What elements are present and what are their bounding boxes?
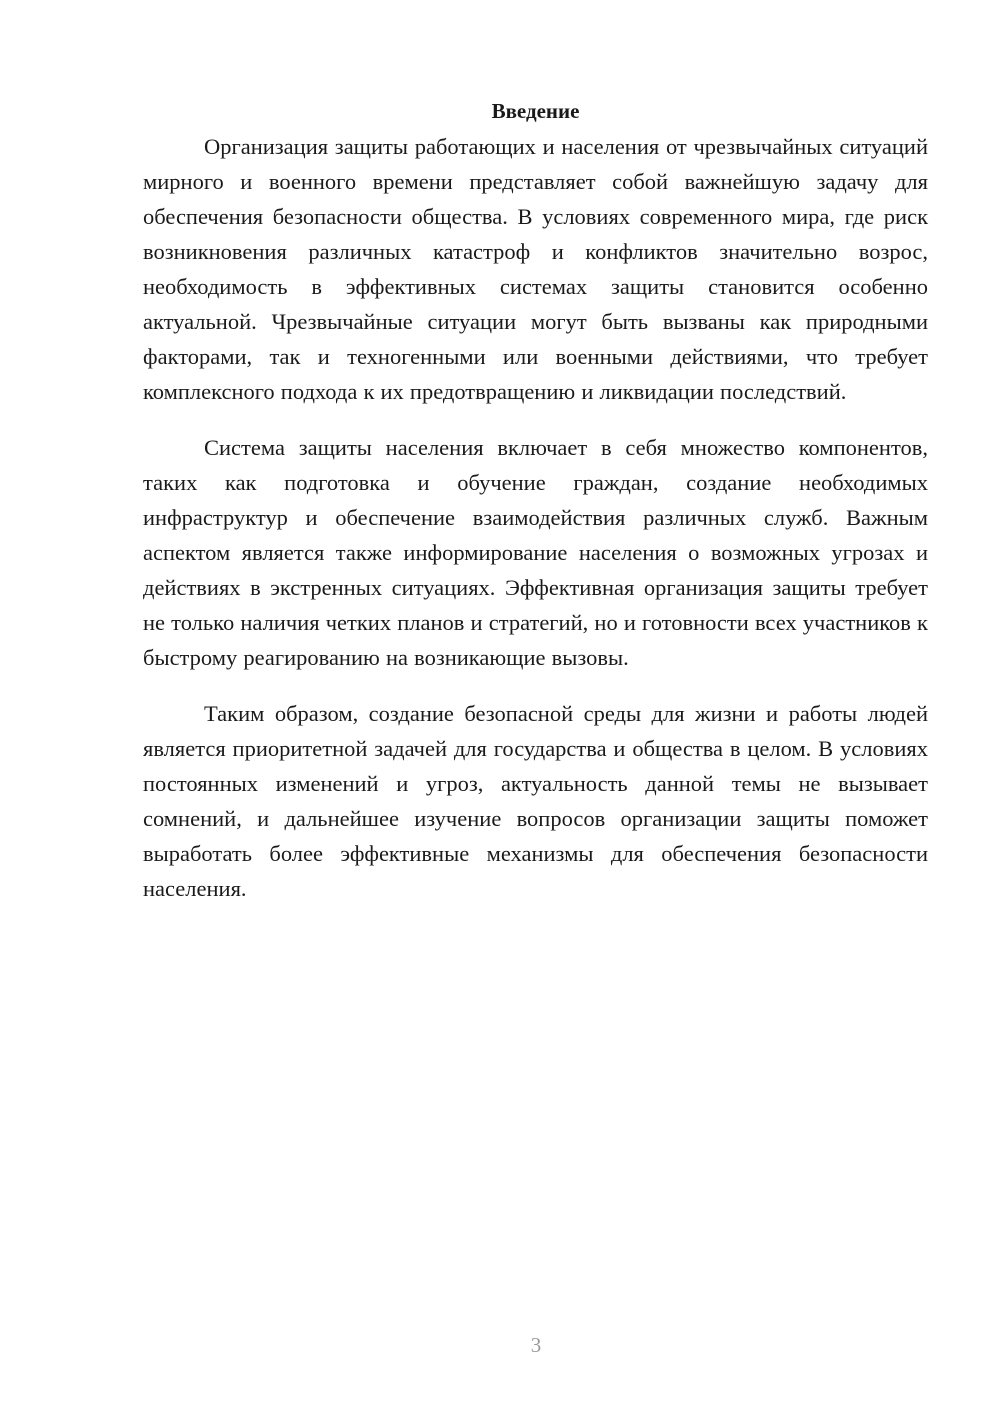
page-content bbox=[143, 96, 928, 927]
paragraph-2: Система защиты населения включает в себя множество компонентов, таких как подготовка и обучение граждан, создание необходимых инфраструктур и обеспечение взаимодействия различных служб. Важным аспектом является также информирование населения о возможных угрозах и действиях в экстренных ситуациях. Эффективная организация защиты требует не только наличия четких планов и стратегий, но и готовности всех участников к быстрому реагированию на возникающие вызовы. bbox=[143, 435, 928, 670]
paragraph-1: Организация защиты работающих и населения от чрезвычайных ситуаций мирного и военного времени представляет собой важнейшую задачу для обеспечения безопасности общества. В условиях современного мира, где риск возникновения различных катастроф и конфликтов значительно возрос, необходимость в эффективных системах защиты становится особенно актуальной. Чрезвычайные ситуации могут быть вызваны как природными факторами, так и техногенными или военными действиями, что требует комплексного подхода к их предотвращению и ликвидации последствий. bbox=[143, 134, 928, 404]
page-number: 3 bbox=[530, 1333, 542, 1357]
section-title: Введение bbox=[491, 99, 580, 123]
paragraph-3: Таким образом, создание безопасной среды для жизни и работы людей является приоритетной задачей для государства и общества в целом. В условиях постоянных изменений и угроз, актуальность данной темы не вызывает сомнений, и дальнейшее изучение вопросов организации защиты поможет выработать более эффективные механизмы для обеспечения безопасности населения. bbox=[143, 701, 928, 901]
